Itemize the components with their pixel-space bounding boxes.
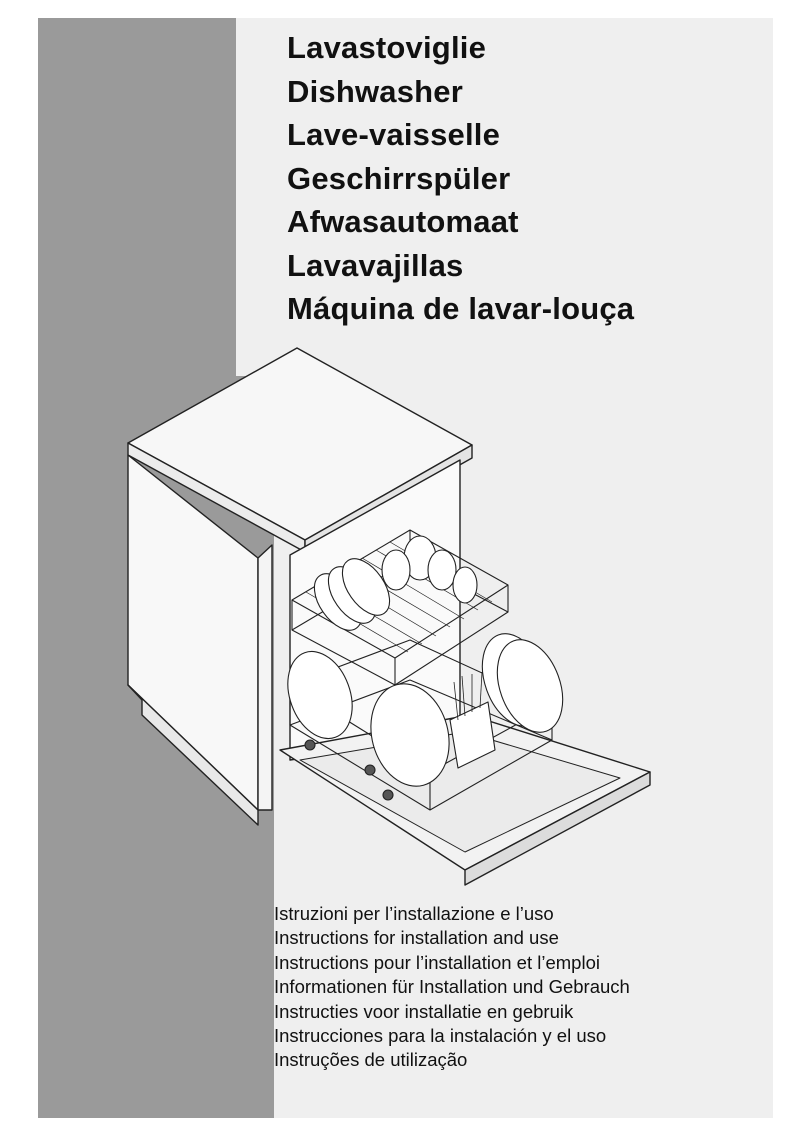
instruction-english: Instructions for installation and use bbox=[274, 927, 559, 949]
title-english: Dishwasher bbox=[287, 73, 464, 109]
instruction-list bbox=[274, 902, 754, 1073]
instruction-french: Instructions pour l’installation et l’emploi bbox=[274, 951, 600, 973]
title-german: Geschirrspüler bbox=[287, 160, 511, 196]
title-dutch: Afwasautomaat bbox=[287, 204, 519, 239]
dishwasher-illustration bbox=[120, 340, 660, 890]
title-portuguese: Máquina de lavar-louça bbox=[287, 291, 635, 326]
instruction-dutch: Instructies voor installatie en gebruik bbox=[274, 1000, 574, 1022]
title-spanish: Lavavajillas bbox=[287, 247, 464, 283]
instruction-german: Informationen für Installation und Gebrauch bbox=[274, 976, 630, 998]
instruction-italian: Istruzioni per l’installazione e l’uso bbox=[274, 903, 554, 924]
title-french: Lave-vaisselle bbox=[287, 117, 501, 152]
title-italian: Lavastoviglie bbox=[287, 30, 487, 65]
instruction-portuguese: Instruções de utilização bbox=[274, 1049, 468, 1071]
title-list bbox=[287, 26, 767, 331]
instruction-spanish: Instrucciones para la instalación y el uso bbox=[274, 1025, 607, 1047]
